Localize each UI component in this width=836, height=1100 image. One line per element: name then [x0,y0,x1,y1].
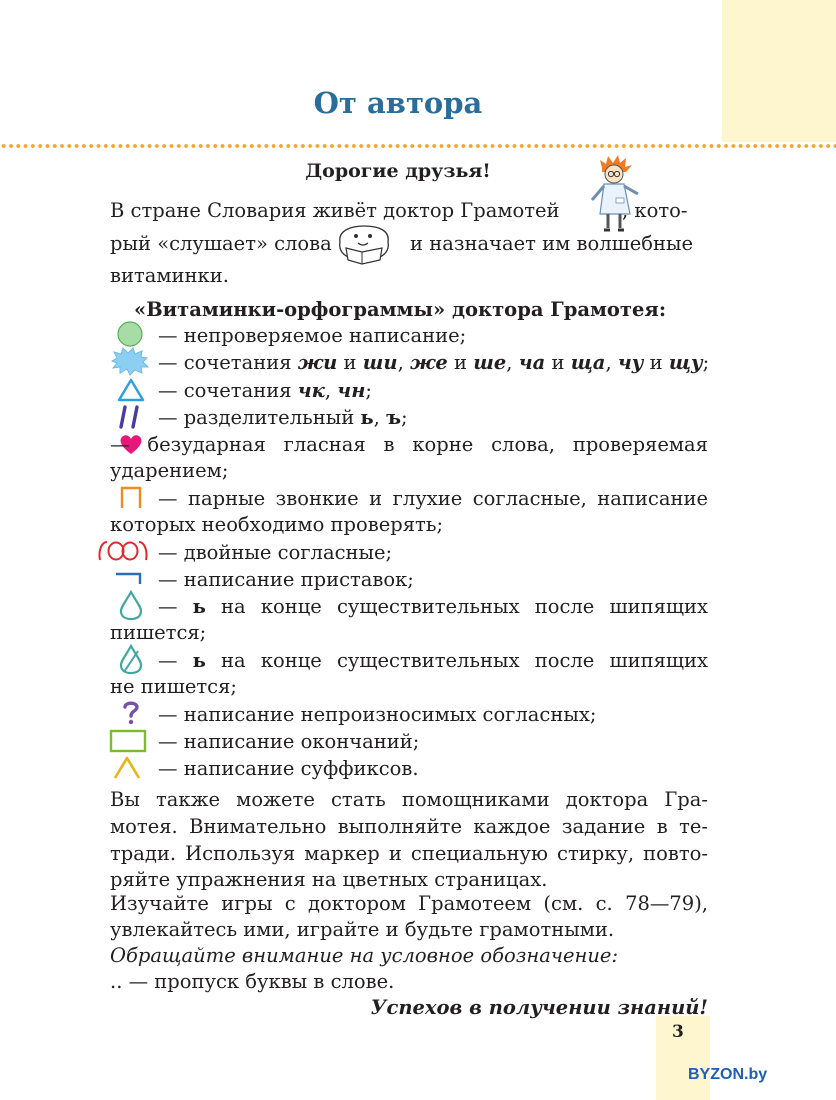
outro-line-4: ряйте упражнения на цветных страницах. [110,868,548,891]
corner-band [722,0,836,142]
item-drop-crossed-line-1: — ь на конце существительных после шипящих [158,649,708,672]
suffix-caret-icon [110,754,144,782]
green-rectangle-icon [108,727,148,755]
orange-bracket-icon [116,484,146,510]
item-drop-crossed-line-2: не пишется; [110,675,237,698]
item-blob: — сочетания жи и ши, же и ше, ча и ща, чу и щу; [158,351,710,374]
intro-line-3: витаминки. [110,264,229,287]
intro-line-1b: , кото- [622,199,688,222]
item-heart-line-1: — безударная гласная в корне слова, проверяемая [110,433,708,456]
site-watermark: BYZON.by [688,1066,768,1083]
item-drop-line-1: — ь на конце существительных после шипящих [158,595,708,618]
symbol-note: Обращайте внимание на условное обозначение: [110,944,619,967]
intro-line-2b: и назначает им волшебные [410,232,694,255]
outro-line-3: тради. Используя маркер и специальную стирку, повто- [110,842,708,865]
item-slashes: — разделительный ь, ъ; [158,406,408,429]
list-heading: «Витаминки-орфограммы» доктора Грамотея: [134,298,667,321]
outro-line-1: Вы также можете стать помощниками доктора Гра- [110,788,708,811]
item-caret: — написание суффиксов. [158,757,419,780]
greeting: Дорогие друзья! [305,160,491,182]
symbol-legend: .. — пропуск буквы в слове. [110,970,395,993]
page-number: 3 [672,1022,684,1042]
crossed-drop-icon [116,643,146,675]
word-character-icon [332,222,396,268]
closing-wish: Успехов в получении знаний! [370,996,708,1019]
blue-triangle-icon [116,377,146,403]
green-circle-icon [114,320,146,348]
double-slash-icon [116,403,146,431]
outro-line-2: мотея. Внимательно выполняйте каждое задание в те- [110,815,708,838]
page-title: От автора [313,86,483,120]
item-triangle: — сочетания чк, чн; [158,379,372,402]
item-rectangle: — написание окончаний; [158,730,420,753]
item-prefix: — написание приставок; [158,568,414,591]
item-heart-line-2: ударением; [110,459,229,482]
question-mark-icon [116,699,146,727]
intro-line-1a: В стране Словария живёт доктор Грамотей [110,199,560,222]
drop-icon [116,589,146,621]
dotted-divider [0,143,836,149]
item-drop-line-2: пишется; [110,621,207,644]
item-rings: — двойные согласные; [158,541,393,564]
item-question: — написание непроизносимых согласных; [158,703,597,726]
item-bracket-line-1: — парные звонкие и глухие согласные, написание [158,487,708,510]
item-circle: — непроверяемое написание; [158,324,467,347]
blue-splash-icon [108,346,150,376]
item-bracket-line-2: которых необходимо проверять; [110,513,444,536]
outro-line-5: Изучайте игры с доктором Грамотеем (см. с. 78—79), [110,892,708,915]
intro-line-2a: рый «слушает» слова [110,232,332,255]
outro-line-6: увлекайтесь ими, играйте и будьте грамотными. [110,918,615,941]
double-rings-icon [96,538,150,564]
